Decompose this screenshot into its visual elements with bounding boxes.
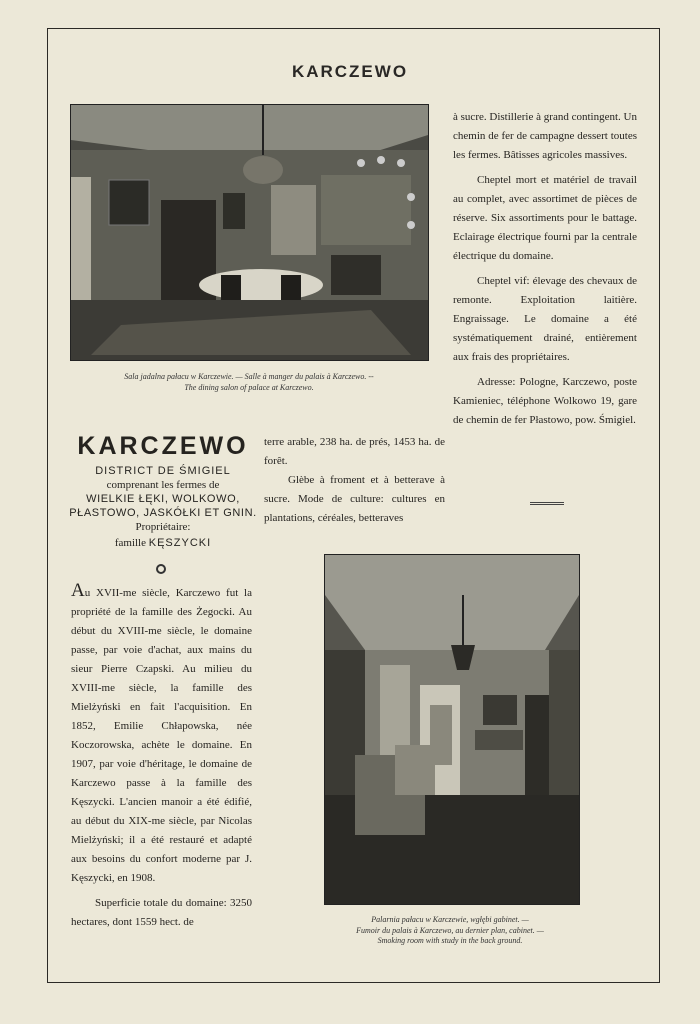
caption-line: Fumoir du palais à Karczewo, au dernier plan, cabinet. —	[356, 925, 544, 935]
paragraph: à sucre. Distillerie à grand contingent. Un chemin de fer de campagne dessert toutes les fermes. Bâtisses agricoles massives.	[453, 111, 637, 161]
drop-cap: A	[71, 580, 85, 601]
smoking-room-photo	[324, 554, 580, 905]
owner-label: Propriétaire:	[135, 521, 191, 533]
paragraph: Cheptel mort et matériel de travail au complet, avec assortimet de pièces de réserve. Six assortiments pour le battage. Eclairage électrique fourni par la centrale électrique du domaine.	[453, 174, 637, 262]
caption-line: The dining salon of palace at Karczewo.	[184, 382, 314, 392]
history-paragraph	[71, 580, 252, 888]
ornament-icon	[156, 564, 166, 574]
estate-subtitle	[66, 464, 260, 550]
dining-room-photo	[70, 104, 429, 361]
paragraph: Adresse: Pologne, Karczewo, poste Kamieniec, téléphone Wolkowo 19, gare de chemin de fer Płastowo, pow. Śmigiel.	[453, 376, 637, 426]
page-header-title: KARCZEWO	[291, 62, 409, 81]
smoking-room-caption	[316, 915, 584, 947]
farms-intro: comprenant les fermes de	[106, 479, 220, 491]
history-text: u XVII-me siècle, Karczewo fut la propriété de la famille des Żegocki. Au début du XVIII-me siècle, le domaine passe, par voie d'achat, aux mains du sieur Pierre Czapski. Au milieu du XVIII-me siècle, la famille des Mielżyński en fait l'acquisition. En 1852, Emilie Chłapowska, née Koczorowska, achète le domaine. En 1907, par voie d'héritage, le domaine de Karczewo passe à la famille des Kęszycki. L'ancien manoir a été édifié, au début du XIX-me siècle, par Nicolas Mielżyński; il a été restauré et adapté aux besoins du confort moderne par J. Kęszycki, en 1908.	[71, 587, 252, 884]
farms-line: PŁASTOWO, JASKÓŁKI ET GNIN.	[69, 507, 257, 519]
owner-name: KĘSZYCKI	[148, 537, 212, 549]
surface-paragraph: Superficie totale du domaine: 3250 hectares, dont 1559 hect. de	[71, 897, 252, 928]
dining-room-photo-icon	[71, 105, 428, 360]
history-column-text	[71, 580, 252, 932]
paragraph: terre arable, 238 ha. de prés, 1453 ha. de forêt.	[264, 436, 445, 467]
caption-line: Smoking room with study in the back ground.	[377, 936, 523, 945]
farms-line: WIELKIE ŁĘKI, WOLKOWO,	[86, 493, 240, 505]
estate-title: KARCZEWO	[77, 432, 249, 460]
owner-line	[66, 536, 260, 550]
section-rule	[530, 502, 564, 505]
owner-prefix: famille	[114, 537, 146, 549]
dining-room-caption	[66, 372, 432, 393]
middle-column-text	[264, 433, 445, 528]
right-column-text	[453, 108, 637, 430]
smoking-room-photo-icon	[325, 555, 579, 904]
caption-line: Palarnia pałacu w Karczewie, wgłębi gabinet. —	[371, 915, 529, 924]
caption-line: Sala jadalna pałacu w Karczewie. — Salle à manger du palais à Karczewo. --	[124, 372, 374, 381]
paragraph: Glèbe à froment et à betterave à sucre. Mode de culture: cultures en plantations, céréales, betteraves	[264, 474, 445, 524]
district-line: DISTRICT DE ŚMIGIEL	[95, 465, 231, 477]
paragraph: Cheptel vif: élevage des chevaux de remonte. Exploitation laitière. Engraissage. Le domaine a été systématiquement drainé, entièrement aux frais des propriétaires.	[453, 275, 637, 363]
